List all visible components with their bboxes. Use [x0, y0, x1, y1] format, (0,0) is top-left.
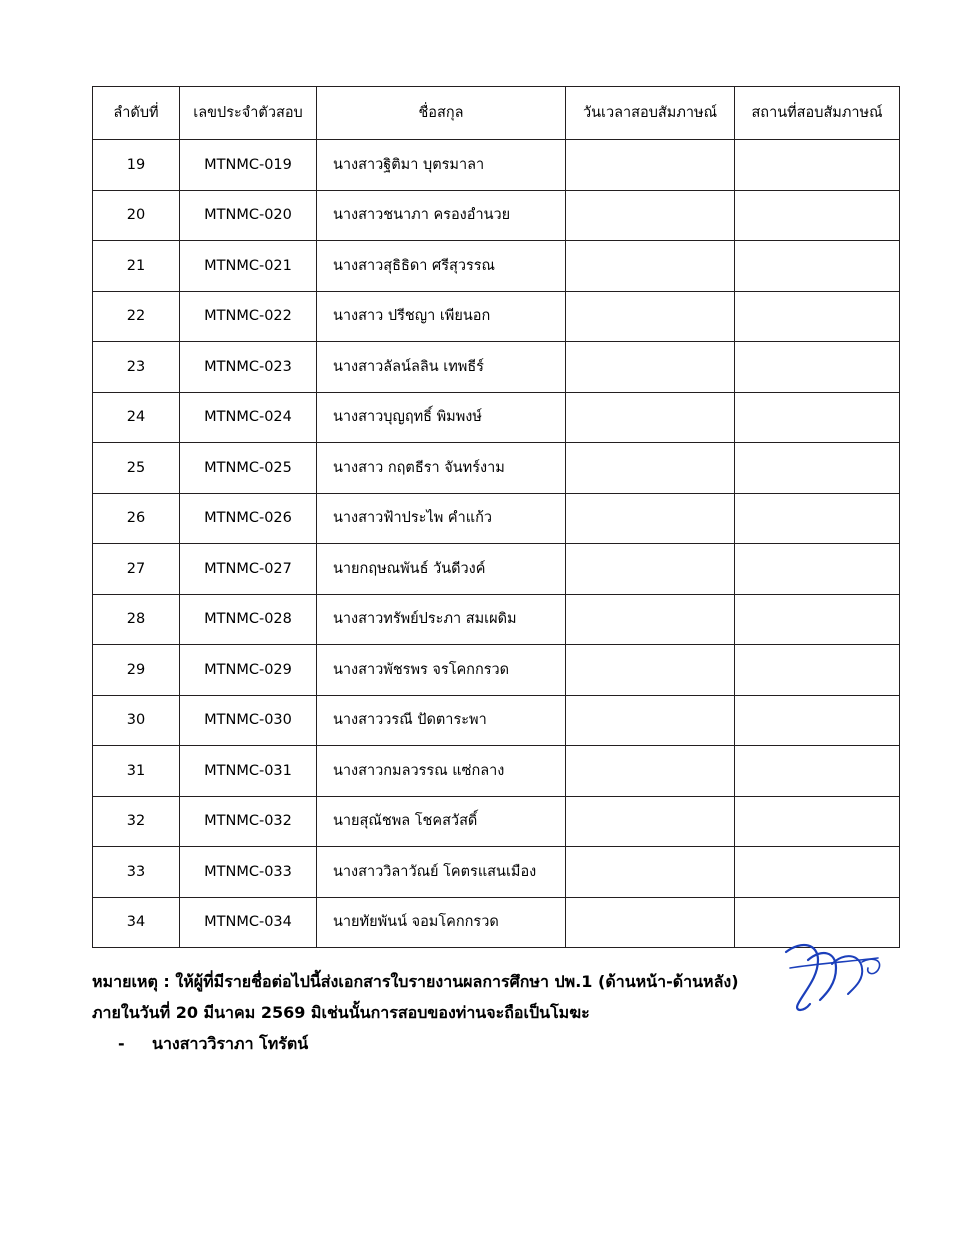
cell-name: นางสาวฟ้าประไพ คำแก้ว	[317, 493, 566, 544]
cell-no: 19	[93, 140, 180, 191]
table-row	[93, 392, 900, 443]
table-row	[93, 695, 900, 746]
cell-name: นายทัยพันน์ จอมโคกกรวด	[317, 897, 566, 948]
cell-name: นางสาวทรัพย์ประภา สมเผดิม	[317, 594, 566, 645]
column-header-place: สถานที่สอบสัมภาษณ์	[735, 87, 900, 140]
cell-code: MTNMC-031	[180, 746, 317, 797]
cell-datetime	[566, 493, 735, 544]
cell-datetime	[566, 544, 735, 595]
table-row	[93, 190, 900, 241]
cell-no: 22	[93, 291, 180, 342]
cell-datetime	[566, 796, 735, 847]
table-row	[93, 140, 900, 191]
cell-place	[735, 190, 900, 241]
table-row	[93, 796, 900, 847]
cell-no: 28	[93, 594, 180, 645]
table-row	[93, 897, 900, 948]
cell-name: นางสาววิลาวัณย์ โคตรแสนเมือง	[317, 847, 566, 898]
cell-datetime	[566, 291, 735, 342]
cell-name: นางสาวพัชรพร จรโคกกรวด	[317, 645, 566, 696]
cell-datetime	[566, 342, 735, 393]
cell-code: MTNMC-029	[180, 645, 317, 696]
cell-code: MTNMC-022	[180, 291, 317, 342]
note-line-1: หมายเหตุ : ให้ผู้ที่มีรายชื่อต่อไปนี้ส่งเอกสารใบรายงานผลการศึกษา ปพ.1 (ด้านหน้า-ด้านหลัง)	[92, 972, 739, 991]
table-row	[93, 544, 900, 595]
cell-no: 30	[93, 695, 180, 746]
cell-no: 34	[93, 897, 180, 948]
cell-place	[735, 796, 900, 847]
cell-datetime	[566, 695, 735, 746]
cell-datetime	[566, 746, 735, 797]
applicant-table	[92, 86, 900, 948]
cell-place	[735, 140, 900, 191]
table-row	[93, 493, 900, 544]
table-row	[93, 847, 900, 898]
column-header-datetime: วันเวลาสอบสัมภาษณ์	[566, 87, 735, 140]
cell-name: นายสุณัชพล โชคสวัสดิ์	[317, 796, 566, 847]
cell-no: 26	[93, 493, 180, 544]
bullet-dash: -	[118, 1034, 125, 1054]
column-header-code: เลขประจำตัวสอบ	[180, 87, 317, 140]
cell-place	[735, 847, 900, 898]
cell-no: 27	[93, 544, 180, 595]
cell-code: MTNMC-027	[180, 544, 317, 595]
cell-datetime	[566, 897, 735, 948]
table-body	[93, 140, 900, 948]
column-header-no: ลำดับที่	[93, 87, 180, 140]
cell-datetime	[566, 443, 735, 494]
cell-place	[735, 342, 900, 393]
cell-no: 23	[93, 342, 180, 393]
cell-datetime	[566, 392, 735, 443]
cell-code: MTNMC-028	[180, 594, 317, 645]
cell-datetime	[566, 847, 735, 898]
cell-place	[735, 897, 900, 948]
cell-name: นางสาววรณี ปัดตาระพา	[317, 695, 566, 746]
table-row	[93, 291, 900, 342]
table-header	[93, 87, 900, 140]
cell-code: MTNMC-024	[180, 392, 317, 443]
cell-no: 25	[93, 443, 180, 494]
cell-code: MTNMC-032	[180, 796, 317, 847]
cell-place	[735, 443, 900, 494]
cell-datetime	[566, 241, 735, 292]
cell-place	[735, 746, 900, 797]
cell-name: นายกฤษณพันธ์ วันดีวงค์	[317, 544, 566, 595]
note-name: นางสาววิราภา โทรัตน์	[152, 1034, 309, 1054]
table-row	[93, 645, 900, 696]
cell-name: นางสาวลัลน์ลลิน เทพธีร์	[317, 342, 566, 393]
cell-code: MTNMC-033	[180, 847, 317, 898]
table-row	[93, 443, 900, 494]
cell-code: MTNMC-023	[180, 342, 317, 393]
table-row	[93, 342, 900, 393]
table-header-row	[93, 87, 900, 140]
notes-block	[92, 966, 894, 1060]
cell-no: 33	[93, 847, 180, 898]
cell-code: MTNMC-021	[180, 241, 317, 292]
cell-code: MTNMC-026	[180, 493, 317, 544]
cell-no: 32	[93, 796, 180, 847]
cell-no: 24	[93, 392, 180, 443]
cell-code: MTNMC-030	[180, 695, 317, 746]
cell-no: 21	[93, 241, 180, 292]
cell-name: นางสาว กฤตธีรา จันทร์งาม	[317, 443, 566, 494]
cell-code: MTNMC-019	[180, 140, 317, 191]
cell-name: นางสาวสุธิธิดา ศรีสุวรรณ	[317, 241, 566, 292]
cell-code: MTNMC-025	[180, 443, 317, 494]
cell-code: MTNMC-034	[180, 897, 317, 948]
cell-place	[735, 645, 900, 696]
cell-place	[735, 291, 900, 342]
cell-place	[735, 392, 900, 443]
cell-datetime	[566, 645, 735, 696]
cell-no: 31	[93, 746, 180, 797]
table-row	[93, 746, 900, 797]
cell-no: 20	[93, 190, 180, 241]
cell-name: นางสาวชนาภา ครองอำนวย	[317, 190, 566, 241]
cell-place	[735, 493, 900, 544]
cell-name: นางสาวกมลวรรณ แซ่กลาง	[317, 746, 566, 797]
cell-name: นางสาว ปรีชญา เพียนอก	[317, 291, 566, 342]
note-line-2: ภายในวันที่ 20 มีนาคม 2569 มิเช่นนั้นการสอบของท่านจะถือเป็นโมฆะ	[92, 1003, 590, 1023]
cell-name: นางสาวบุญฤทธิ์ พิมพงษ์	[317, 392, 566, 443]
cell-code: MTNMC-020	[180, 190, 317, 241]
cell-datetime	[566, 594, 735, 645]
cell-place	[735, 241, 900, 292]
cell-place	[735, 594, 900, 645]
note-line-3	[92, 1028, 894, 1059]
column-header-name: ชื่อสกุล	[317, 87, 566, 140]
cell-datetime	[566, 140, 735, 191]
cell-datetime	[566, 190, 735, 241]
cell-name: นางสาวฐิติมา บุตรมาลา	[317, 140, 566, 191]
table-row	[93, 594, 900, 645]
cell-place	[735, 695, 900, 746]
cell-no: 29	[93, 645, 180, 696]
table-row	[93, 241, 900, 292]
cell-place	[735, 544, 900, 595]
